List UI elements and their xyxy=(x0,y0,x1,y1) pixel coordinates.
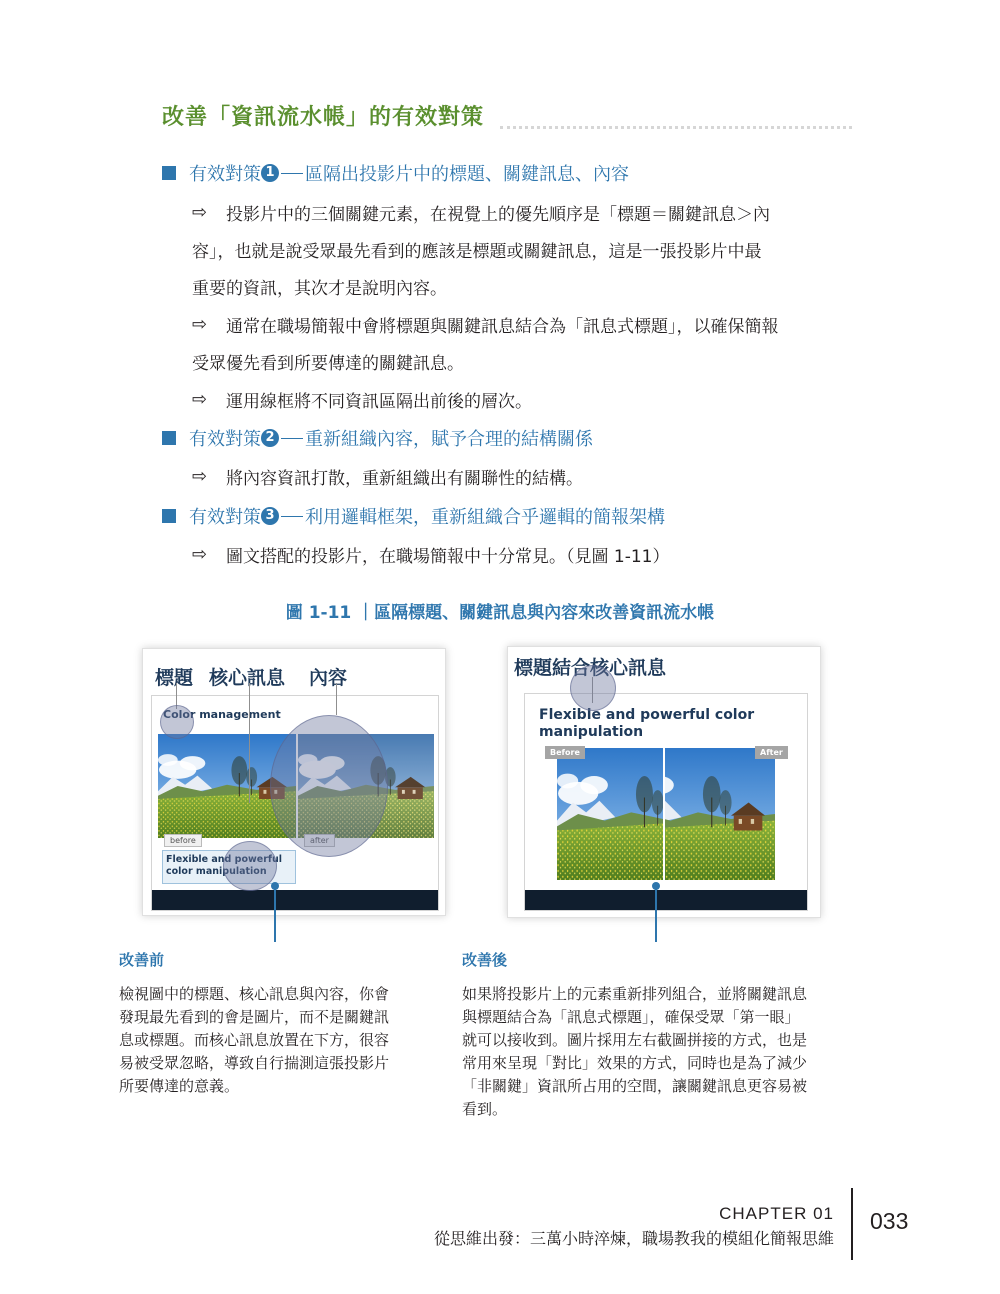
book-title: 從思維出發：三萬小時淬煉，職場教我的模組化簡報思維 xyxy=(433,1229,834,1248)
point-line: 投影片中的三個關鍵元素，在視覺上的優先順序是「標題＝關鍵訊息＞內 xyxy=(226,205,770,225)
outline-right-arrow-icon: ⇨ xyxy=(192,544,208,565)
outline-right-arrow-icon: ⇨ xyxy=(192,314,208,335)
strategy-label: 有效對策 xyxy=(189,429,261,450)
after-heading: 改善後 xyxy=(462,951,508,969)
content-highlight-circle xyxy=(270,715,388,857)
square-bullet-icon xyxy=(162,509,176,523)
outline-right-arrow-icon: ⇨ xyxy=(192,466,208,487)
point-line: 將內容資訊打散，重新組織出有關聯性的結構。 xyxy=(226,469,583,489)
after-slide-panel xyxy=(507,646,821,918)
strategy-2-point-1 xyxy=(192,464,583,489)
annotation-label-content: 內容 xyxy=(309,667,348,689)
em-dash xyxy=(281,516,303,517)
number-badge: 1 xyxy=(261,164,279,182)
em-dash xyxy=(281,173,303,174)
section-title: 改善「資訊流水帳」的有效對策 xyxy=(162,105,485,130)
title-highlight-circle xyxy=(570,665,616,711)
after-slide xyxy=(524,693,808,911)
page-number: 033 xyxy=(870,1208,909,1234)
strategy-label: 有效對策 xyxy=(189,507,261,528)
before-photo xyxy=(557,748,663,880)
after-description-line: 與標題結合為「訊息式標題」，確保受眾「第一眼」 xyxy=(462,1008,800,1026)
strategy-title: 利用邏輯框架，重新組織合乎邏輯的簡報架構 xyxy=(305,507,665,528)
point-line: 運用線框將不同資訊區隔出前後的層次。 xyxy=(226,392,532,412)
strategy-3-heading xyxy=(162,503,665,529)
before-tag: before xyxy=(164,834,202,847)
strategy-1-point-1 xyxy=(192,200,770,225)
annotation-label-title: 標題 xyxy=(155,667,194,689)
strategy-title: 重新組織內容，賦予合理的結構關係 xyxy=(305,429,593,450)
em-dash xyxy=(281,438,303,439)
after-description-line: 就可以接收到。圖片採用左右截圖拼接的方式，也是 xyxy=(462,1031,808,1049)
square-bullet-icon xyxy=(162,166,176,180)
before-description-line: 所要傳達的意義。 xyxy=(119,1077,240,1095)
annotation-label-title-key-message: 標題結合核心訊息 xyxy=(514,657,667,679)
before-description-line: 易被受眾忽略，導致自行揣測這張投影片 xyxy=(119,1054,390,1072)
after-photo xyxy=(665,748,775,880)
after-description-line: 看到。 xyxy=(462,1100,508,1118)
after-description-line: 常用來呈現「對比」效果的方式，同時也是為了減少 xyxy=(462,1054,808,1072)
slide-footer-bar xyxy=(152,890,438,910)
before-tag: Before xyxy=(545,746,585,759)
after-description-line: 「非關鍵」資訊所占用的空間，讓關鍵訊息更容易被 xyxy=(462,1077,808,1095)
dotted-divider xyxy=(500,126,852,129)
callout-line xyxy=(249,683,250,803)
point-line: 受眾優先看到所要傳達的關鍵訊息。 xyxy=(192,354,464,374)
point-line: 圖文搭配的投影片，在職場簡報中十分常見。（見圖 1-11） xyxy=(226,547,670,567)
title-highlight-circle xyxy=(160,705,194,739)
before-description-line: 息或標題。而核心訊息放置在下方，很容 xyxy=(119,1031,390,1049)
number-badge: 2 xyxy=(261,429,279,447)
before-description-line: 發現最先看到的會是圖片，而不是關鍵訊 xyxy=(119,1008,390,1026)
key-message-line: color manipulation xyxy=(166,866,267,877)
key-message-line: Flexible and powerful xyxy=(166,854,283,865)
chapter-label: CHAPTER 01 xyxy=(719,1204,834,1223)
strategy-1-heading xyxy=(162,160,629,186)
number-badge: 3 xyxy=(261,507,279,525)
slide-title-line: Flexible and powerful color xyxy=(539,707,755,723)
key-message-highlight-circle xyxy=(223,841,277,891)
before-heading: 改善前 xyxy=(119,951,165,969)
pointer-line xyxy=(274,888,276,942)
split-divider xyxy=(663,746,665,882)
slide-footer-bar xyxy=(525,890,807,910)
strategy-title: 區隔出投影片中的標題、關鍵訊息、內容 xyxy=(305,164,629,185)
strategy-1-point-3 xyxy=(192,387,532,412)
strategy-label: 有效對策 xyxy=(189,164,261,185)
pointer-line xyxy=(655,888,657,942)
after-tag: after xyxy=(304,834,335,847)
square-bullet-icon xyxy=(162,431,176,445)
strategy-2-heading xyxy=(162,425,593,451)
slide-title: Color management xyxy=(163,708,281,721)
point-line: 通常在職場簡報中會將標題與關鍵訊息結合為「訊息式標題」，以確保簡報 xyxy=(226,317,779,337)
point-line: 容」，也就是說受眾最先看到的應該是標題或關鍵訊息，這是一張投影片中最 xyxy=(192,242,762,262)
strategy-3-point-1 xyxy=(192,542,670,567)
after-description-line: 如果將投影片上的元素重新排列組合，並將關鍵訊息 xyxy=(462,985,808,1003)
callout-line xyxy=(336,683,337,715)
after-tag: After xyxy=(755,746,788,759)
annotation-label-key-message: 核心訊息 xyxy=(209,667,286,689)
point-line: 重要的資訊，其次才是說明內容。 xyxy=(192,279,447,299)
before-description-line: 檢視圖中的標題、核心訊息與內容，你會 xyxy=(119,985,390,1003)
slide-title-line: manipulation xyxy=(539,724,644,740)
before-slide-panel xyxy=(142,648,446,916)
footer-divider xyxy=(851,1188,853,1260)
outline-right-arrow-icon: ⇨ xyxy=(192,202,208,223)
figure-caption: 圖 1-11 ｜區隔標題、關鍵訊息與內容來改善資訊流水帳 xyxy=(285,603,715,623)
outline-right-arrow-icon: ⇨ xyxy=(192,389,208,410)
strategy-1-point-2 xyxy=(192,312,779,337)
